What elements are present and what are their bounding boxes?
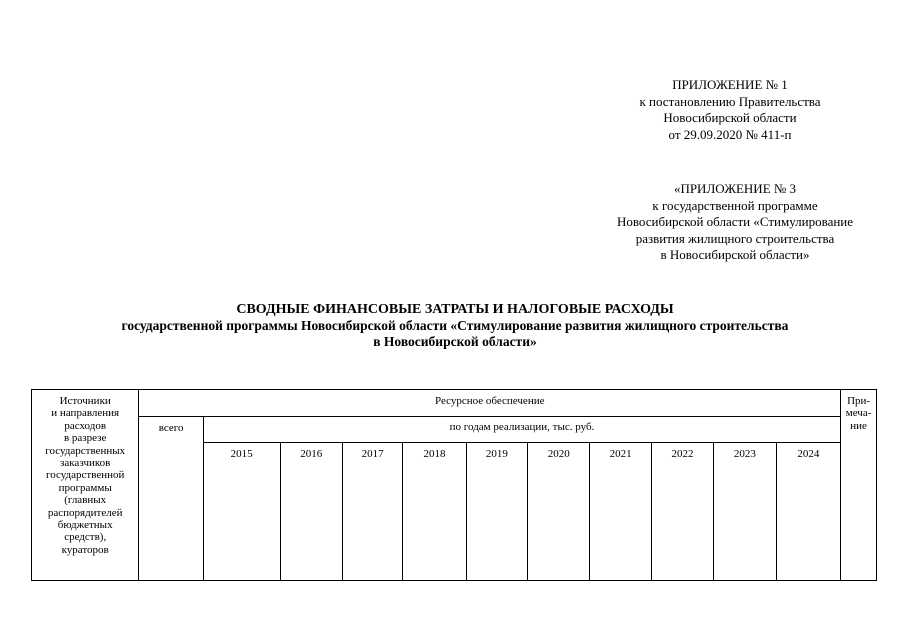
source-header-line: государственной [45, 469, 125, 482]
source-header-line: программы [58, 481, 112, 494]
year-cell-2024: 2024 [776, 443, 841, 581]
financial-costs-table [31, 389, 877, 581]
appendix-1-header [595, 77, 865, 143]
year-cell-2022: 2022 [651, 443, 713, 581]
source-header-line: средств), [64, 531, 107, 544]
year-cell-2019: 2019 [466, 443, 527, 581]
source-header-line: (главных [64, 494, 107, 507]
appendix-3-line: в Новосибирской области» [660, 247, 810, 262]
total-header-cell: всего [139, 417, 203, 581]
source-header-line: и направления [51, 407, 120, 420]
year-cell-2023: 2023 [714, 443, 776, 581]
appendix-1-line: к постановлению Правительства [639, 93, 821, 109]
source-header-line: распорядителей [47, 506, 123, 519]
source-header-line: государственных [45, 444, 126, 457]
appendix-3-line: «ПРИЛОЖЕНИЕ № 3 [673, 181, 797, 196]
years-header-cell: по годам реализации, тыс. руб. [203, 417, 840, 443]
source-header-line: расходов [64, 419, 107, 432]
note-header-line: ние [850, 419, 867, 432]
appendix-3-header [590, 181, 880, 264]
appendix-1-line: ПРИЛОЖЕНИЕ № 1 [672, 77, 788, 92]
source-header-line: Источники [59, 395, 111, 407]
table-header-row [32, 390, 877, 417]
appendix-1-line: от 29.09.2020 № 411-п [668, 126, 792, 142]
title-line: государственной программы Новосибирской области «Стимулирование развития жилищного строительства [121, 318, 789, 333]
title-line: СВОДНЫЕ ФИНАНСОВЫЕ ЗАТРАТЫ И НАЛОГОВЫЕ РАСХОДЫ [236, 302, 674, 317]
document-title [40, 302, 870, 350]
note-header-line: меча- [845, 407, 872, 420]
table-subheader-row [32, 417, 877, 443]
appendix-3-line: Новосибирской области «Стимулирование [616, 214, 854, 229]
appendix-1-line: Новосибирской области [663, 110, 797, 125]
note-header-line: При- [847, 395, 871, 407]
year-cell-2020: 2020 [528, 443, 590, 581]
source-header-line: бюджетных [57, 519, 113, 532]
source-header-line: в разрезе [63, 432, 107, 445]
resources-header-cell: Ресурсное обеспечение [139, 390, 841, 417]
source-header-line: кураторов [61, 543, 109, 556]
year-cell-2018: 2018 [403, 443, 466, 581]
source-header-cell [32, 390, 139, 581]
year-cell-2015: 2015 [203, 443, 280, 581]
title-line: в Новосибирской области» [373, 334, 537, 349]
year-cell-2016: 2016 [280, 443, 342, 581]
appendix-3-line: к государственной программе [652, 197, 818, 213]
year-cell-2017: 2017 [342, 443, 402, 581]
appendix-3-line: развития жилищного строительства [635, 230, 835, 246]
note-header-cell [841, 390, 877, 581]
source-header-line: заказчиков [60, 457, 111, 470]
year-cell-2021: 2021 [590, 443, 651, 581]
